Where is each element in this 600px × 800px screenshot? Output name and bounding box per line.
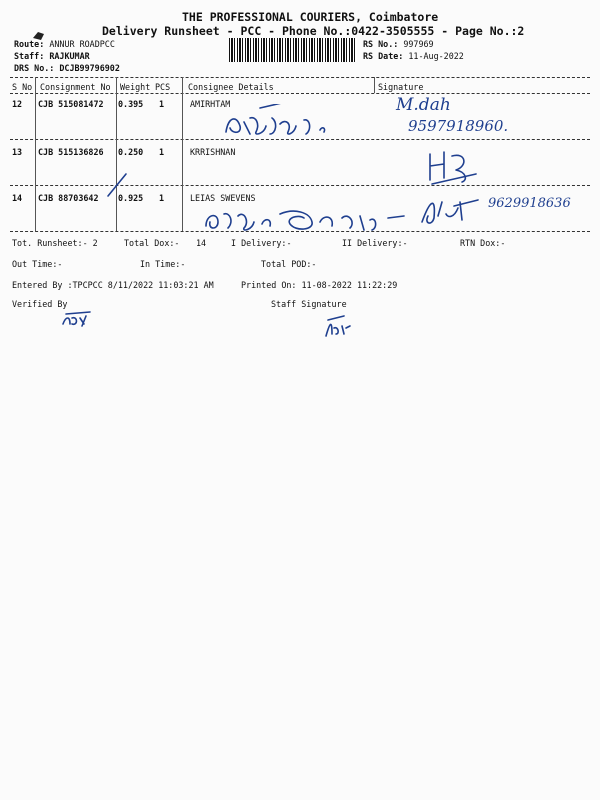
col-divider (182, 93, 183, 139)
route-label: Route: (14, 39, 45, 49)
ii-delivery: II Delivery:- (342, 238, 408, 248)
row-weight: 0.395 (118, 99, 144, 109)
staff-line (14, 51, 90, 61)
col-divider (35, 139, 36, 185)
col-divider (35, 93, 36, 139)
row-consignment: CJB 515081472 (38, 99, 104, 109)
header-consignment: Consignment No (40, 82, 111, 92)
runsheet-subtitle: Delivery Runsheet - PCC - Phone No.:0422-3505555 - Page No.:2 (102, 24, 525, 38)
header-weight: Weight (120, 82, 151, 92)
row-rule (10, 185, 590, 186)
barcode (229, 38, 357, 62)
handwritten-signature (422, 144, 486, 188)
col-divider (35, 77, 36, 93)
row-consignee: AMIRHTAM (190, 99, 231, 109)
staple-mark (30, 26, 54, 44)
row-sno: 14 (12, 193, 23, 203)
handwritten-signature-name: M.dah (396, 95, 451, 115)
table-top-rule (10, 77, 590, 78)
row-weight: 0.925 (118, 193, 144, 203)
entered-by: Entered By :TPCPCC 8/11/2022 11:03:21 AM (12, 280, 214, 290)
verifier-signature (60, 310, 96, 330)
out-time: Out Time:- (12, 259, 63, 269)
staff-signature (322, 314, 358, 340)
drs-value: DCJB99796902 (59, 63, 120, 73)
col-divider (35, 185, 36, 231)
total-dox-value: 14 (196, 238, 207, 248)
total-pod: Total POD:- (261, 259, 317, 269)
col-divider (182, 185, 183, 231)
rs-date-line (363, 51, 464, 61)
handwritten-phone: 9629918636 (488, 196, 571, 211)
row-consignment: CJB 515136826 (38, 147, 104, 157)
col-divider (116, 77, 117, 93)
col-divider (116, 93, 117, 139)
header-signature: Signature (378, 82, 424, 92)
rs-date-label: RS Date: (363, 51, 404, 61)
row-consignee: KRRISHNAN (190, 147, 236, 157)
total-runsheet: Tot. Runsheet:- 2 (12, 238, 98, 248)
rs-no-value: 997969 (403, 39, 434, 49)
row-sno: 13 (12, 147, 23, 157)
drs-line (14, 63, 120, 73)
staff-signature-label: Staff Signature (271, 299, 347, 309)
i-delivery: I Delivery:- (231, 238, 292, 248)
pen-stroke-mark (104, 170, 130, 200)
row-pcs: 1 (159, 193, 165, 203)
row-rule (10, 139, 590, 140)
row-sno: 12 (12, 99, 23, 109)
row-consignee: LEIAS SWEVENS (190, 193, 256, 203)
handwritten-tamil-name (200, 200, 420, 234)
handwritten-phone: 9597918960. (408, 117, 509, 135)
staff-label: Staff: (14, 51, 45, 61)
route-value: ANNUR ROADPCC (49, 39, 115, 49)
row-consignment: CJB 88703642 (38, 193, 99, 203)
row-weight: 0.250 (118, 147, 144, 157)
header-pcs: PCS (155, 82, 171, 92)
rs-no-line (363, 39, 434, 49)
printed-on: Printed On: 11-08-2022 11:22:29 (241, 280, 398, 290)
rs-date-value: 11-Aug-2022 (408, 51, 464, 61)
col-divider (182, 77, 183, 93)
total-dox-label: Total Dox:- (124, 238, 180, 248)
row-pcs: 1 (159, 99, 165, 109)
handwritten-signature (418, 192, 488, 230)
company-title: THE PROFESSIONAL COURIERS, Coimbatore (182, 10, 439, 24)
handwritten-tamil-name (220, 104, 350, 140)
col-divider (182, 139, 183, 185)
header-consignee: Consignee Details (188, 82, 274, 92)
rs-no-label: RS No.: (363, 39, 399, 49)
row-pcs: 1 (159, 147, 165, 157)
table-bottom-rule (10, 231, 590, 232)
col-divider (374, 77, 375, 93)
header-sno: S No (12, 82, 33, 92)
rtn-dox: RTN Dox:- (460, 238, 506, 248)
table-header-rule (10, 93, 590, 94)
in-time: In Time:- (140, 259, 186, 269)
drs-label: DRS No.: (14, 63, 55, 73)
verified-by: Verified By (12, 299, 68, 309)
staff-value: RAJKUMAR (49, 51, 90, 61)
